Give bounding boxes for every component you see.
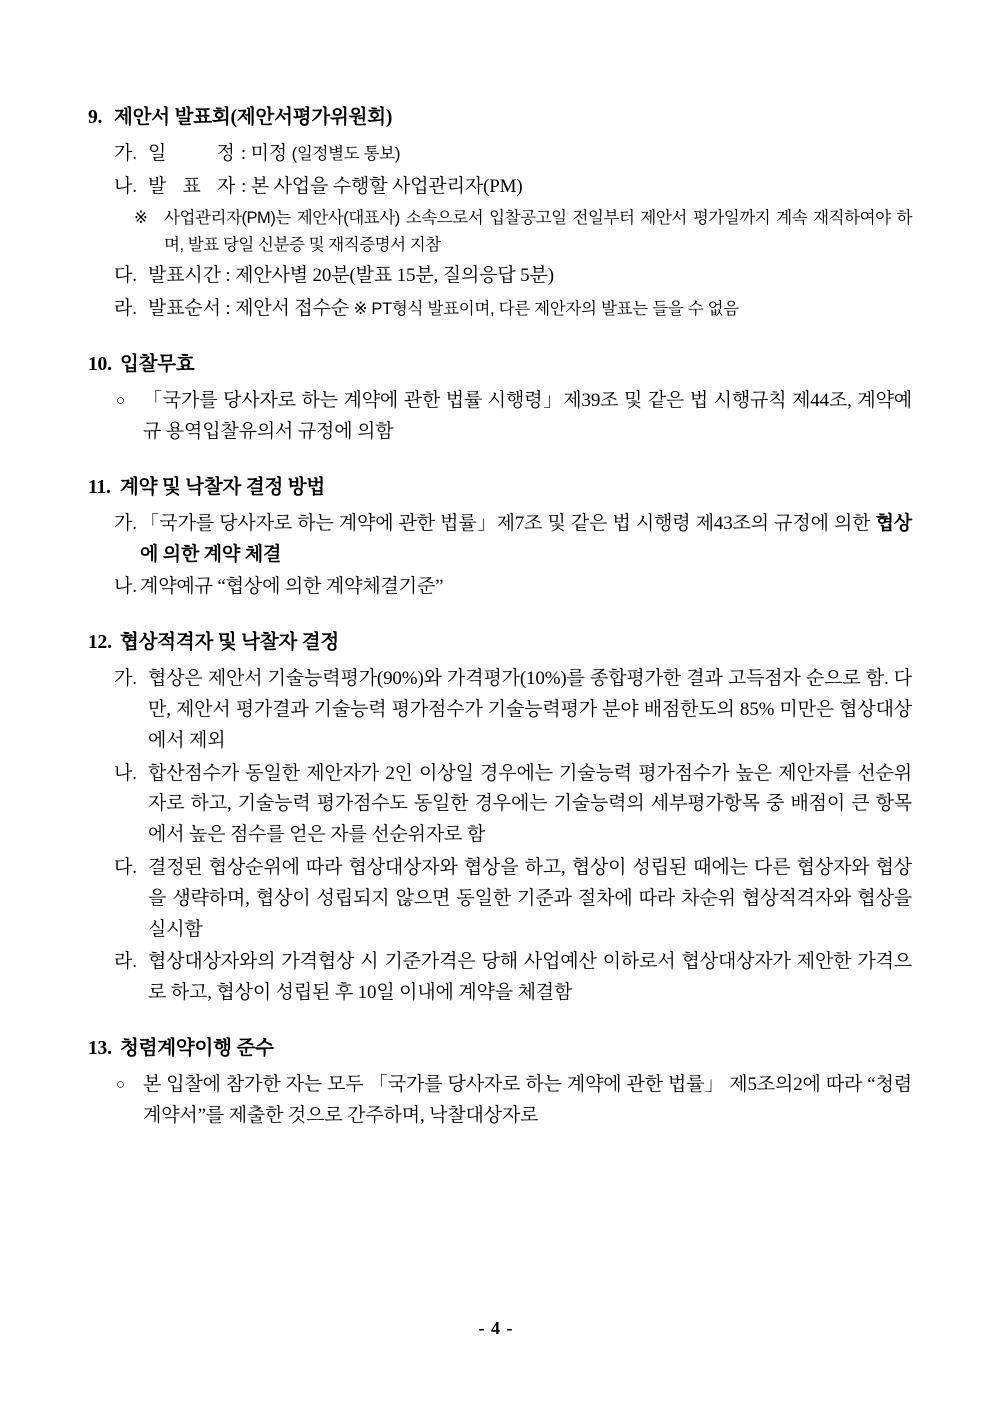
item-emphasis: 협상에 의한 계약 체결 [140, 512, 912, 565]
section-9-item-da [114, 261, 912, 292]
section-10-title: 입찰무효 [120, 353, 195, 375]
item-text: 계약예규 “협상에 의한 계약체결기준” [140, 576, 444, 598]
section-10-heading [88, 351, 912, 379]
item-marker: 가. [114, 143, 137, 165]
item-text: 발표시간 : 제안사별 20분(발표 15분, 질의응답 5분) [148, 265, 554, 287]
section-11-item-ga [114, 509, 912, 571]
section-12-heading [88, 629, 912, 657]
item-text: 협상대상자와의 가격협상 시 기준가격은 당해 사업예산 이하로서 협상대상자가 제안한 가격으로 하고, 협상이 성립된 후 10일 이내에 계약을 체결함 [148, 951, 912, 1004]
item-label: 발 표 자 [148, 176, 242, 198]
section-12-item-ra [114, 947, 912, 1009]
section-13-bullet [116, 1070, 912, 1132]
section-11-number: 11. [88, 476, 111, 498]
section-spacer [88, 452, 912, 474]
item-marker: 라. [114, 298, 137, 319]
item-marker: 다. [114, 265, 137, 287]
section-13 [88, 1035, 912, 1132]
item-inline-note: (일정별도 통보) [291, 145, 401, 164]
item-text: 발표순서 : 제안서 접수순 [148, 298, 349, 319]
item-marker: 나. [114, 762, 137, 784]
section-spacer [88, 1013, 912, 1035]
section-spacer [88, 607, 912, 629]
item-text: 「국가를 당사자로 하는 계약에 관한 법률 시행령」제39조 및 같은 법 시행규칙 제44조, 계약예규 용역입찰유의서 규정에 의함 [143, 390, 912, 442]
circle-bullet-icon: ○ [116, 393, 125, 410]
section-12-item-da [114, 853, 912, 945]
section-10 [88, 351, 912, 448]
item-inline-note: ※ PT형식 발표이며, 다른 제안자의 발표는 들을 수 없음 [353, 300, 739, 318]
section-11-heading [88, 474, 912, 502]
item-marker: 다. [114, 856, 137, 878]
section-13-title: 청렴계약이행 준수 [120, 1037, 274, 1059]
section-9-note [134, 205, 912, 258]
section-12-title: 협상적격자 및 낙찰자 결정 [120, 632, 340, 654]
section-12 [88, 629, 912, 1009]
section-9-number: 9. [88, 107, 103, 128]
item-marker: 가. [114, 512, 137, 534]
item-marker: 가. [114, 668, 137, 690]
document-body [88, 104, 912, 1136]
item-text: 본 입찰에 참가한 자는 모두 「국가를 당사자로 하는 계약에 관한 법률」 제5조의2에 따라 “청렴계약서”를 제출한 것으로 간주하며, 낙찰대상자로 [143, 1074, 912, 1126]
reference-mark-icon: ※ [134, 208, 148, 227]
item-marker: 나. [114, 176, 137, 198]
note-text: 사업관리자(PM)는 제안사(대표사) 소속으로서 입찰공고일 전일부터 제안서 평가일까지 계속 재직하여야 하며, 발표 당일 신분증 및 재직증명서 지참 [164, 208, 912, 254]
item-text: 「국가를 당사자로 하는 계약에 관한 법률」제7조 및 같은 법 시행령 제43조의 규정에 의한 [140, 512, 876, 534]
section-12-number: 12. [88, 632, 112, 654]
item-text: 결정된 협상순위에 따라 협상대상자와 협상을 하고, 협상이 성립된 때에는 다른 협상자와 협상을 생략하며, 협상이 성립되지 않으면 동일한 기준과 절차에 따라 차순위 협상적격자와 협상을 실시함 [148, 856, 912, 940]
section-10-bullet [116, 386, 912, 448]
section-12-item-ga [114, 664, 912, 756]
section-11-item-na [114, 572, 912, 603]
page-number: - 4 - [478, 1318, 514, 1338]
item-text: 협상은 제안서 기술능력평가(90%)와 가격평가(10%)를 종합평가한 결과 고득점자 순으로 함. 다만, 제안서 평가결과 기술능력 평가점수가 기술능력평가 분야 배점한도의 85% 미만은 협상대상에서 제외 [148, 668, 912, 751]
section-9-title: 제안서 발표회(제안서평가위원회) [114, 107, 393, 128]
item-text: 합산점수가 동일한 제안자가 2인 이상일 경우에는 기술능력 평가점수가 높은 제안자를 선순위자로 하고, 기술능력 평가점수도 동일한 경우에는 기술능력의 세부평가항목 중 배점이 큰 항목에서 높은 점수를 얻은 자를 선순위자로 함 [148, 762, 912, 846]
section-10-number: 10. [88, 353, 112, 375]
section-9-heading [88, 104, 912, 132]
item-marker: 라. [114, 951, 137, 973]
section-11 [88, 474, 912, 604]
item-label-a: 일 [148, 143, 173, 165]
section-13-heading [88, 1035, 912, 1063]
item-text: : 미정 [240, 143, 288, 165]
section-9 [88, 104, 912, 325]
section-9-item-ra [114, 294, 912, 325]
item-label-b: 정 [216, 143, 241, 165]
section-9-item-ga [114, 139, 912, 170]
section-13-number: 13. [88, 1037, 112, 1059]
section-12-item-na [114, 759, 912, 851]
section-spacer [88, 329, 912, 351]
section-11-title: 계약 및 낙찰자 결정 방법 [120, 476, 326, 498]
item-text: : 본 사업을 수행할 사업관리자(PM) [241, 176, 523, 198]
section-9-item-na [114, 172, 912, 203]
circle-bullet-icon: ○ [116, 1077, 125, 1094]
item-marker: 나. [114, 576, 137, 598]
